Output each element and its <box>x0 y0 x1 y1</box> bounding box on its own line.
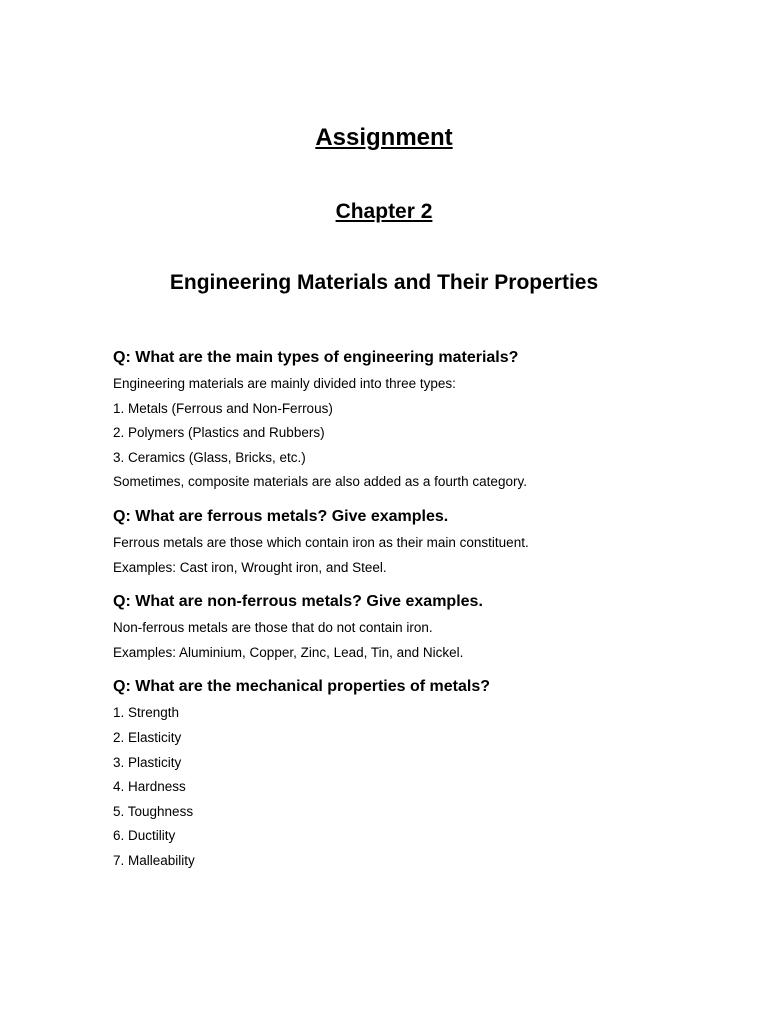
chapter-heading: Chapter 2 <box>335 200 433 223</box>
answer-line: 2. Elasticity <box>113 729 182 745</box>
answer-line: 2. Polymers (Plastics and Rubbers) <box>113 425 325 441</box>
answer-line: 5. Toughness <box>113 803 194 819</box>
subject-heading: Engineering Materials and Their Properties <box>169 271 599 294</box>
question-heading: Q: What are the mechanical properties of metals? <box>113 678 490 696</box>
answer-line: Sometimes, composite materials are also added as a fourth category. <box>113 474 527 490</box>
qa-section <box>113 592 713 665</box>
answer-line: 3. Ceramics (Glass, Bricks, etc.) <box>113 449 306 465</box>
answer-line: 7. Malleability <box>113 852 195 868</box>
qa-section <box>113 677 713 873</box>
answer-line: Engineering materials are mainly divided into three types: <box>113 376 456 391</box>
question-heading: Q: What are the main types of engineering materials? <box>113 349 519 366</box>
answer-line: Ferrous metals are those which contain iron as their main constituent. <box>113 534 529 550</box>
answer-line: Examples: Aluminium, Copper, Zinc, Lead, Tin, and Nickel. <box>113 644 464 660</box>
answer-line: 1. Strength <box>113 705 180 721</box>
question-heading: Q: What are non-ferrous metals? Give examples. <box>113 593 483 611</box>
answer-line: 4. Hardness <box>113 779 186 795</box>
answer-line: Non-ferrous metals are those that do not contain iron. <box>113 620 433 636</box>
answer-line: Examples: Cast iron, Wrought iron, and Steel. <box>113 559 387 575</box>
document-title: Assignment <box>315 124 453 151</box>
qa-section <box>113 348 713 495</box>
answer-line: 1. Metals (Ferrous and Non-Ferrous) <box>113 400 333 416</box>
answer-line: 6. Ductility <box>113 828 176 844</box>
qa-section <box>113 507 713 580</box>
qa-content <box>113 348 713 874</box>
question-heading: Q: What are ferrous metals? Give examples. <box>113 507 449 525</box>
answer-line: 3. Plasticity <box>113 754 182 770</box>
